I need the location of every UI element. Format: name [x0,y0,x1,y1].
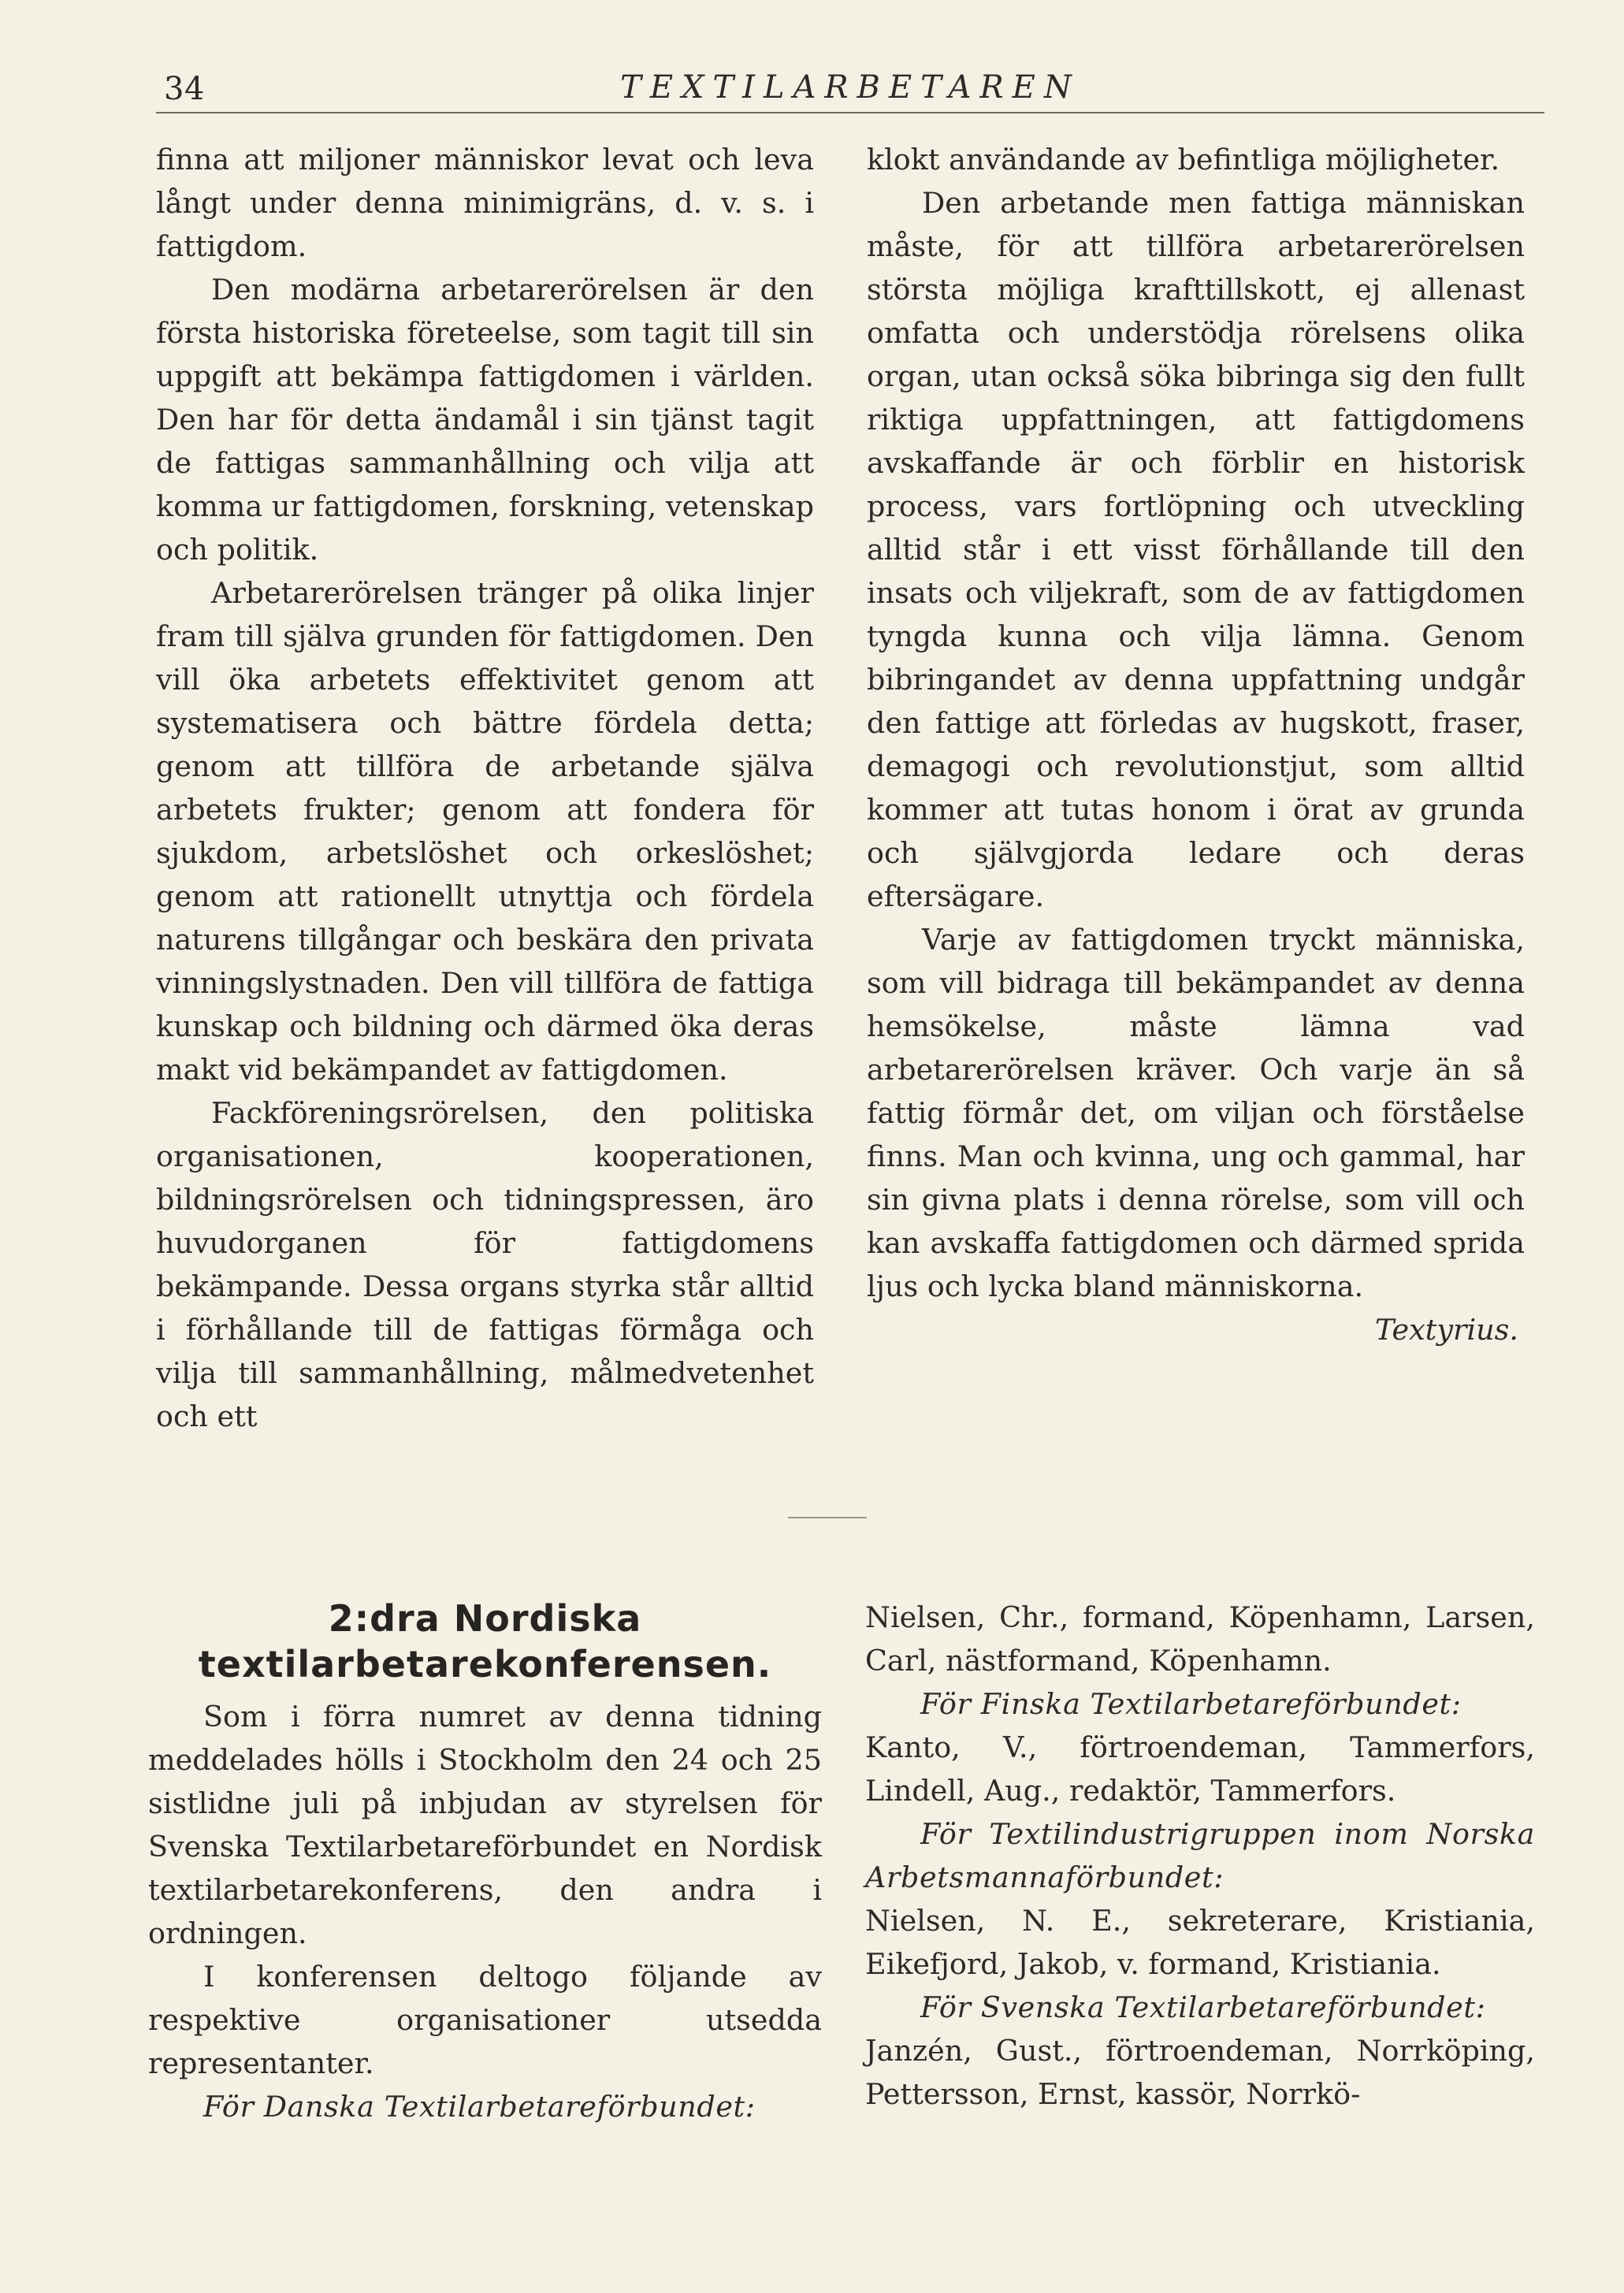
paragraph: Fackföreningsrörelsen, den politiska organisationen, kooperationen, bildningsrörelsen och tidningspressen, äro huvudorganen för fattigdomens bekämpande. Dessa organs styrka står alltid i förhållande till de fattigas förmåga och vilja till sammanhållning, målmedvetenhet och ett [156,1096,814,1433]
page-number: 34 [164,71,205,107]
page-header [156,63,1544,113]
norwegian-delegation-heading: För Textilindustrigruppen inom Norska Arbetsmannaförbundet: [865,1817,1535,1894]
paragraph: finna att miljoner människor levat och leva långt under denna minimigräns, d. v. s. i fattigdom. [156,143,814,263]
article2-right-column [865,1596,1535,2116]
finnish-delegation-heading: För Finska Textilarbetareförbundet: [920,1687,1462,1721]
paragraph: Som i förra numret av denna tidning meddelades hölls i Stockholm den 24 och 25 sistlidne juli på inbjudan av styrelsen för Svenska Textilarbetareförbundet en Nordisk textilarbetarekonferens, den andra i ordningen. [148,1700,822,1950]
swedish-delegates: Janzén, Gust., förtroendeman, Norrköping, Pettersson, Ernst, kassör, Norrkö- [865,2034,1535,2111]
finnish-delegates: Kanto, V., förtroendeman, Tammerfors, Lindell, Aug., redaktör, Tammerfors. [865,1730,1535,1808]
paragraph: I konferensen deltogo följande av respektive organisationer utsedda representanter. [148,1960,822,2080]
paragraph: Varje av fattigdomen tryckt människa, som vill bidraga till bekämpandet av denna hemsökelse, måste lämna vad arbetarerörelsen kräver. Och varje än så fattig förmår det, om viljan och förståelse finns. Man och kvinna, ung och gammal, har sin givna plats i denna rörelse, som vill och kan avskaffa fattigdomen och därmed sprida ljus och lycka bland människorna. [867,923,1525,1303]
danish-delegates: Nielsen, Chr., formand, Köpenhamn, Larsen, Carl, nästformand, Köpenhamn. [865,1600,1535,1678]
danish-delegation-heading: För Danska Textilarbetareförbundet: [203,2090,756,2124]
article1-right-column [867,138,1525,1351]
running-title: TEXTILARBETAREN [620,69,1080,106]
author-signature: Textyrius. [1375,1313,1518,1347]
article2-left-column [148,1596,822,2128]
norwegian-delegates: Nielsen, N. E., sekreterare, Kristiania, Eikefjord, Jakob, v. formand, Kristiania. [865,1904,1535,1981]
article1-left-column [156,138,814,1438]
paragraph: klokt användande av befintliga möjligheter. [867,143,1500,177]
article2-title: 2:dra Nordiska textilarbetarekonferensen. [198,1597,772,1685]
article-divider [788,1517,867,1518]
paragraph: Den arbetande men fattiga människan måste, för att tillföra arbetarerörelsen största möjliga krafttillskott, ej allenast omfatta och understödja rörelsens olika organ, utan också söka bibringa sig den fullt riktiga uppfattningen, att fattigdomens avskaffande är och förblir en historisk process, vars fortlöpning och utveckling alltid står i ett visst förhållande till den insats och viljekraft, som de av fattigdomen tyngda kunna och vilja lämna. Genom bibringandet av denna uppfattning undgår den fattige att förledas av hugskott, fraser, demagogi och revolutionstjut, som alltid kommer att tutas honom i örat av grunda och självgjorda ledare och deras eftersägare. [867,186,1525,913]
paragraph: Arbetarerörelsen tränger på olika linjer fram till själva grunden för fattigdomen. Den vill öka arbetets effektivitet genom att systematisera och bättre fördela detta; genom att tillföra de arbetande själva arbetets frukter; genom att fondera för sjukdom, arbetslöshet och orkeslöshet; genom att rationellt utnyttja och fördela naturens tillgångar och beskära den privata vinningslystnaden. Den vill tillföra de fattiga kunskap och bildning och därmed öka deras makt vid bekämpandet av fattigdomen. [156,576,814,1087]
swedish-delegation-heading: För Svenska Textilarbetareförbundet: [920,1990,1486,2024]
paragraph: Den modärna arbetarerörelsen är den första historiska företeelse, som tagit till sin uppgift att bekämpa fattigdomen i världen. Den har för detta ändamål i sin tjänst tagit de fattigas sammanhållning och vilja att komma ur fattigdomen, forskning, vetenskap och politik. [156,273,814,567]
